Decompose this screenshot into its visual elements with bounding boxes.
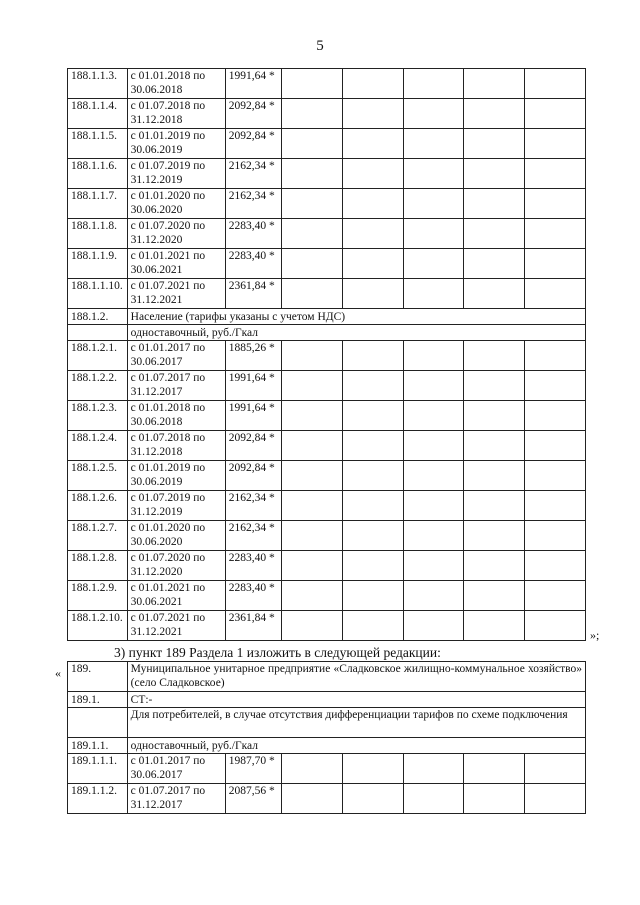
empty-cell [342,784,403,814]
empty-cell [464,754,525,784]
empty-cell [403,461,464,491]
empty-cell [342,754,403,784]
row-period: с 01.01.2017 по 30.06.2017 [127,341,225,371]
row-tariff-value: 1991,64 * [225,69,281,99]
row-tariff-value: 2283,40 * [225,581,281,611]
empty-cell [342,581,403,611]
row-code: 188.1.1.5. [68,129,128,159]
empty-cell [403,611,464,641]
empty-cell [525,401,586,431]
empty-cell [342,551,403,581]
empty-cell [525,279,586,309]
empty-cell [282,159,343,189]
row-code: 188.1.2.8. [68,551,128,581]
table-row [68,129,586,159]
row-code [68,708,128,738]
empty-cell [464,551,525,581]
row-tariff-value: 2283,40 * [225,551,281,581]
empty-cell [282,279,343,309]
table-row [68,461,586,491]
empty-cell [403,371,464,401]
table-row [68,754,586,784]
empty-cell [464,461,525,491]
empty-cell [464,611,525,641]
row-period: с 01.07.2021 по 31.12.2021 [127,611,225,641]
row-code: 188.1.2.7. [68,521,128,551]
row-tariff-value: 2162,34 * [225,521,281,551]
empty-cell [282,99,343,129]
table-row [68,341,586,371]
row-tariff-value: 2162,34 * [225,159,281,189]
empty-cell [342,341,403,371]
empty-cell [403,401,464,431]
row-code: 188.1.2.6. [68,491,128,521]
table-row [68,401,586,431]
empty-cell [403,159,464,189]
row-tariff-value: 1991,64 * [225,401,281,431]
empty-cell [464,279,525,309]
empty-cell [403,521,464,551]
empty-cell [403,784,464,814]
row-tariff-value: 2361,84 * [225,279,281,309]
row-code: 188.1.1.3. [68,69,128,99]
empty-cell [464,129,525,159]
empty-cell [464,219,525,249]
tariff-table-188 [67,68,586,641]
page-number: 5 [316,38,324,54]
closing-quote: »; [590,628,600,642]
opening-quote: « [55,666,61,680]
row-code: 188.1.1.7. [68,189,128,219]
empty-cell [464,491,525,521]
empty-cell [403,69,464,99]
empty-cell [282,461,343,491]
empty-cell [342,431,403,461]
empty-cell [464,341,525,371]
table-header-row [68,738,586,754]
row-code: 189.1.1. [68,738,128,754]
row-code: 188.1.2.1. [68,341,128,371]
empty-cell [525,754,586,784]
empty-cell [525,99,586,129]
empty-cell [282,581,343,611]
empty-cell [342,159,403,189]
empty-cell [403,754,464,784]
table-row [68,431,586,461]
row-period: с 01.01.2018 по 30.06.2018 [127,401,225,431]
row-tariff-value: 1991,64 * [225,371,281,401]
row-code: 188.1.1.9. [68,249,128,279]
table-row [68,279,586,309]
row-tariff-value: 2087,56 * [225,784,281,814]
empty-cell [464,431,525,461]
empty-cell [464,521,525,551]
row-period: с 01.07.2018 по 31.12.2018 [127,431,225,461]
empty-cell [282,431,343,461]
empty-cell [403,249,464,279]
row-heading-text: Муниципальное унитарное предприятие «Сладковское жилищно-коммунальное хозяйство» (село Сладковское) [127,662,585,692]
empty-cell [403,431,464,461]
row-period: с 01.01.2018 по 30.06.2018 [127,69,225,99]
row-code: 188.1.2. [68,309,128,325]
empty-cell [342,491,403,521]
empty-cell [282,249,343,279]
empty-cell [342,129,403,159]
row-tariff-value: 1987,70 * [225,754,281,784]
table-header-row [68,309,586,325]
row-code: 188.1.2.10. [68,611,128,641]
row-code: 188.1.1.6. [68,159,128,189]
empty-cell [464,581,525,611]
empty-cell [525,249,586,279]
row-code: 188.1.2.4. [68,431,128,461]
empty-cell [282,491,343,521]
table-row [68,69,586,99]
table-header-row [68,692,586,708]
empty-cell [282,371,343,401]
tariff-table-189 [67,661,586,814]
row-period: с 01.07.2020 по 31.12.2020 [127,551,225,581]
empty-cell [282,611,343,641]
empty-cell [464,69,525,99]
empty-cell [282,551,343,581]
empty-cell [464,371,525,401]
empty-cell [342,279,403,309]
empty-cell [342,69,403,99]
empty-cell [525,461,586,491]
table-row [68,99,586,129]
empty-cell [282,754,343,784]
row-tariff-value: 2162,34 * [225,491,281,521]
row-code: 188.1.1.4. [68,99,128,129]
empty-cell [403,491,464,521]
empty-cell [403,99,464,129]
empty-cell [464,159,525,189]
empty-cell [282,784,343,814]
row-tariff-value: 2283,40 * [225,219,281,249]
empty-cell [342,371,403,401]
empty-cell [464,784,525,814]
table-header-row [68,708,586,738]
empty-cell [342,401,403,431]
row-period: с 01.07.2018 по 31.12.2018 [127,99,225,129]
row-tariff-value: 2361,84 * [225,611,281,641]
empty-cell [342,249,403,279]
row-heading-text: СТ:- [127,692,585,708]
row-tariff-value: 2092,84 * [225,461,281,491]
empty-cell [403,129,464,159]
row-code [68,325,128,341]
row-code: 188.1.2.5. [68,461,128,491]
empty-cell [525,371,586,401]
row-tariff-value: 2092,84 * [225,129,281,159]
empty-cell [525,159,586,189]
row-period: с 01.01.2020 по 30.06.2020 [127,189,225,219]
row-code: 188.1.1.8. [68,219,128,249]
table-row [68,784,586,814]
empty-cell [342,611,403,641]
empty-cell [342,99,403,129]
row-code: 188.1.2.2. [68,371,128,401]
row-period: с 01.07.2017 по 31.12.2017 [127,371,225,401]
empty-cell [282,341,343,371]
empty-cell [282,189,343,219]
empty-cell [525,341,586,371]
empty-cell [525,491,586,521]
row-code: 188.1.2.3. [68,401,128,431]
empty-cell [525,431,586,461]
empty-cell [464,401,525,431]
row-period: с 01.07.2019 по 31.12.2019 [127,491,225,521]
row-heading-text: Для потребителей, в случае отсутствия дифференциации тарифов по схеме подключения [127,708,585,738]
table-row [68,551,586,581]
table-row [68,491,586,521]
row-period: с 01.07.2019 по 31.12.2019 [127,159,225,189]
empty-cell [525,189,586,219]
section-3-instruction: 3) пункт 189 Раздела 1 изложить в следующей редакции: [114,645,441,660]
row-period: с 01.01.2019 по 30.06.2019 [127,461,225,491]
row-code: 189.1. [68,692,128,708]
row-period: с 01.07.2017 по 31.12.2017 [127,784,225,814]
empty-cell [525,784,586,814]
row-tariff-value: 2092,84 * [225,99,281,129]
table-row [68,611,586,641]
table-row [68,371,586,401]
empty-cell [282,401,343,431]
table-row [68,249,586,279]
empty-cell [403,551,464,581]
table-row [68,189,586,219]
row-code: 188.1.1.10. [68,279,128,309]
table-row [68,581,586,611]
empty-cell [525,581,586,611]
row-period: с 01.01.2020 по 30.06.2020 [127,521,225,551]
empty-cell [464,249,525,279]
row-period: с 01.07.2021 по 31.12.2021 [127,279,225,309]
empty-cell [525,219,586,249]
row-heading-text: одноставочный, руб./Гкал [127,738,585,754]
empty-cell [342,189,403,219]
empty-cell [342,219,403,249]
table-header-row [68,325,586,341]
empty-cell [403,581,464,611]
empty-cell [525,521,586,551]
empty-cell [342,461,403,491]
row-code: 188.1.2.9. [68,581,128,611]
table-header-row [68,662,586,692]
empty-cell [282,219,343,249]
empty-cell [464,99,525,129]
row-code: 189.1.1.2. [68,784,128,814]
empty-cell [403,219,464,249]
empty-cell [403,189,464,219]
row-period: с 01.07.2020 по 31.12.2020 [127,219,225,249]
empty-cell [282,69,343,99]
empty-cell [525,69,586,99]
empty-cell [282,129,343,159]
table-row [68,219,586,249]
table-row [68,521,586,551]
row-period: с 01.01.2019 по 30.06.2019 [127,129,225,159]
row-code: 189.1.1.1. [68,754,128,784]
row-period: с 01.01.2021 по 30.06.2021 [127,581,225,611]
empty-cell [403,341,464,371]
row-heading-text: одноставочный, руб./Гкал [127,325,585,341]
empty-cell [282,521,343,551]
empty-cell [525,551,586,581]
empty-cell [403,279,464,309]
empty-cell [464,189,525,219]
empty-cell [525,611,586,641]
row-tariff-value: 2283,40 * [225,249,281,279]
empty-cell [525,129,586,159]
row-code: 189. [68,662,128,692]
row-period: с 01.01.2021 по 30.06.2021 [127,249,225,279]
row-period: с 01.01.2017 по 30.06.2017 [127,754,225,784]
row-tariff-value: 2162,34 * [225,189,281,219]
row-tariff-value: 2092,84 * [225,431,281,461]
table-row [68,159,586,189]
row-heading-text: Население (тарифы указаны с учетом НДС) [127,309,585,325]
empty-cell [342,521,403,551]
row-tariff-value: 1885,26 * [225,341,281,371]
